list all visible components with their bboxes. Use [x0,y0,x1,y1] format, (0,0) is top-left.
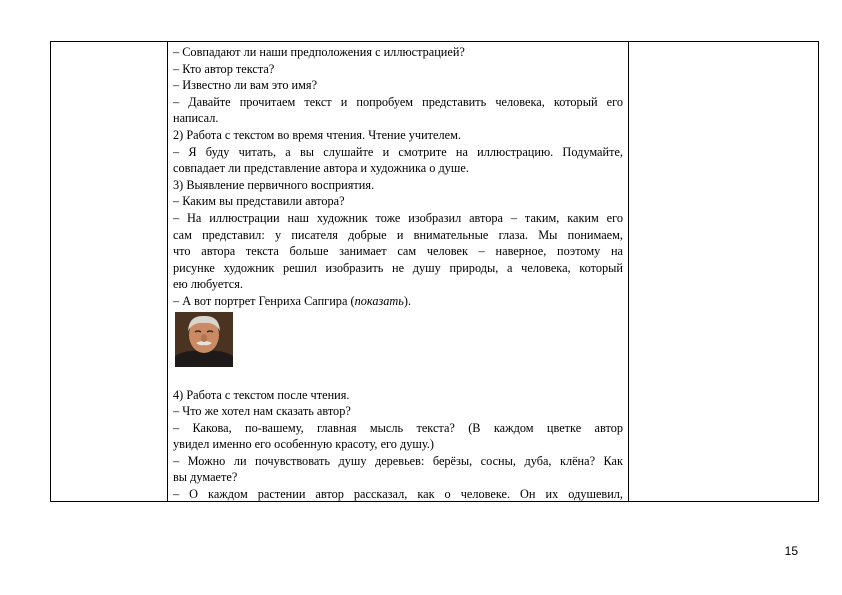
text-line: 3) Выявление первичного восприятия. [173,177,375,192]
caption-suffix: ). [403,293,412,308]
lesson-content-cell [173,44,623,503]
text-line: – Можно ли почувствовать душу деревьев: берёзы, сосны, дуба, клёна? Как [173,453,623,468]
portrait-drawing [175,312,233,367]
text-line: – Давайте прочитаем текст и попробуем представить человека, который его [173,94,623,109]
text-line: 4) Работа с текстом после чтения. [173,387,350,402]
text-line: – Каким вы представили автора? [173,194,345,209]
column-divider-right [628,42,629,501]
text-line: рисунке художник решил изобразить не душу природы, а человека, который [173,260,623,275]
text-line: написал. [173,111,219,126]
text-line: что автора текста больше занимает сам человек – наверное, поэтому на [173,244,623,259]
text-line: сам представил: у писателя добрые и внимательные глаза. Мы понимаем, [173,227,623,242]
text-line: – Что же хотел нам сказать автор? [173,404,351,419]
text-line: – Известно ли вам это имя? [173,78,318,93]
author-portrait-image [175,312,233,367]
text-line: – Кто автор текста? [173,61,275,76]
lesson-table [50,41,819,502]
text-line: вы думаете? [173,470,238,485]
text-line: – О каждом растении автор рассказал, как о человеке. Он их одушевил, [173,487,623,502]
page-number: 15 [784,544,798,558]
text-line: увидел именно его особенную красоту, его душу.) [173,437,434,452]
text-line: – Я буду читать, а вы слушайте и смотрите на иллюстрацию. Подумайте, [173,144,623,159]
caption-italic: показать [354,293,404,308]
text-line: ею любуется. [173,277,243,292]
text-line: – Какова, по-вашему, главная мысль текста? (В каждом цветке автор [173,420,623,435]
text-line: – Совпадают ли наши предположения с иллюстрацией? [173,45,465,59]
text-line: 2) Работа с текстом во время чтения. Чтение учителем. [173,127,461,142]
portrait-caption-line [173,293,623,310]
text-line: – На иллюстрации наш художник тоже изобразил автора – таким, каким его [173,210,623,225]
caption-prefix: – А вот портрет Генриха Сапгира ( [173,293,355,308]
column-divider-left [167,42,168,501]
text-line: совпадает ли представление автора и художника о душе. [173,161,469,176]
